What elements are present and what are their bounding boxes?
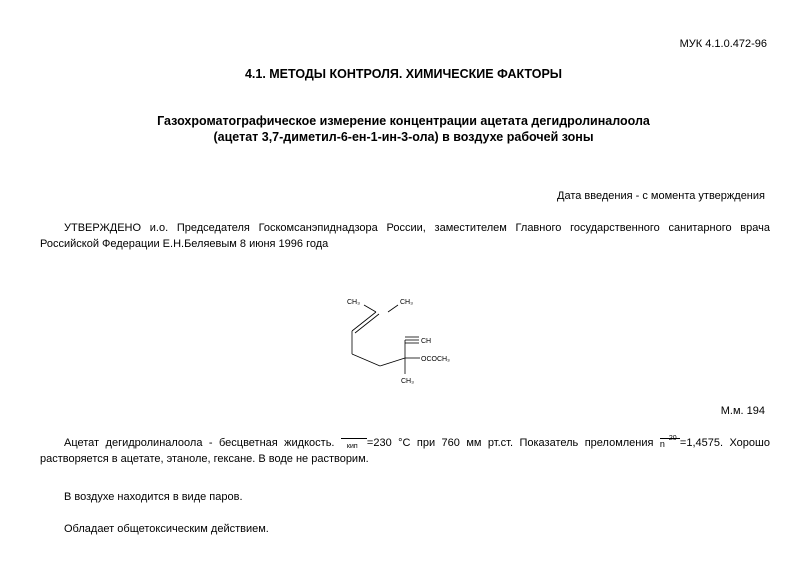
document-code: МУК 4.1.0.472-96 [679,38,767,50]
bond-chain-diag [352,354,380,366]
vapor-paragraph [40,489,770,505]
description-part-1: Ацетат дегидролиналоола - бесцветная жидкость. [64,437,335,449]
vapor-text: В воздухе находится в виде паров. [64,491,243,503]
bond-chain-to-center [380,358,405,366]
title-line-1: Газохроматографическое измерение концентрации ацетата дегидролиналоола [157,114,650,128]
refractive-index-symbol [660,436,680,448]
refractive-index-superscript: 20 [668,435,677,442]
bond-right-methyl [388,305,398,312]
refractive-index-letter: n [659,439,665,449]
double-bond-a [352,312,376,331]
approval-paragraph [40,220,770,252]
document-title [0,113,807,145]
toxicity-text: Обладает общетоксическим действием. [64,523,269,535]
label-top-right-methyl: CH₃ [400,299,413,306]
double-bond-b [355,314,379,333]
introduction-date: Дата введения - с момента утверждения [557,190,765,202]
label-alkyne: CH [421,338,432,345]
description-part-2: =230 °С при 760 мм рт.ст. Показатель преломления [366,437,654,449]
label-ester: OCOCH₃ [421,356,450,363]
title-line-2: (ацетат 3,7-диметил-6-ен-1-ин-3-ола) в воздухе рабочей зоны [213,130,594,144]
boiling-point-subscript: кип [346,443,358,450]
label-bottom-methyl: CH₃ [401,378,414,385]
bond-left-methyl [364,305,376,312]
molecular-weight: М.м. 194 [720,405,765,417]
approval-text: УТВЕРЖДЕНО и.о. Председателя Госкомсанэпиднадзора России, заместителем Главного государственного санитарного врача Российской Федерации Е.Н.Беляевым 8 июня 1996 года [40,222,770,250]
structural-formula [330,290,470,390]
label-top-left-methyl: CH₃ [347,299,360,306]
section-title: 4.1. МЕТОДЫ КОНТРОЛЯ. ХИМИЧЕСКИЕ ФАКТОРЫ [244,67,563,81]
boiling-point-symbol [341,436,367,448]
toxicity-paragraph [40,521,770,537]
description-paragraph [40,435,770,467]
description-part-3: =1,4575. Хорошо растворяется в ацетате, этаноле, гексане. В воде не растворим. [40,437,770,465]
